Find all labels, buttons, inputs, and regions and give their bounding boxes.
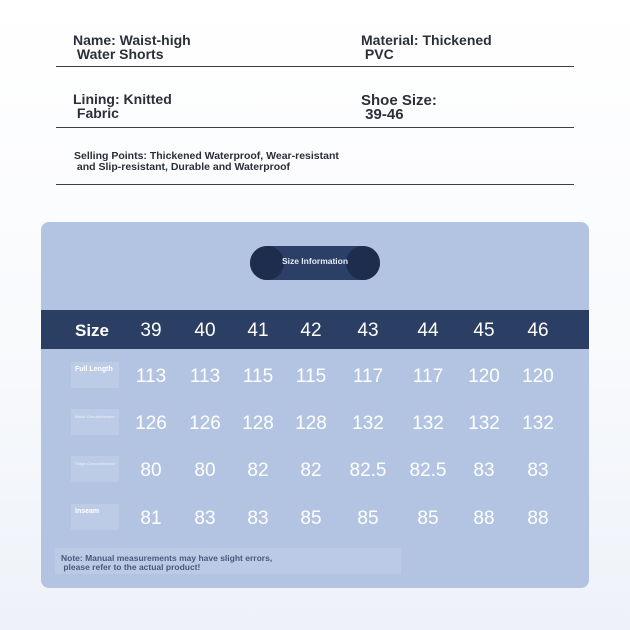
spec-material: Material: Thickened PVC — [361, 32, 492, 62]
size-value-cell: 115 — [295, 366, 327, 387]
size-value-cell: 80 — [194, 460, 216, 481]
size-value-cell: 83 — [527, 460, 549, 481]
spec-name: Name: Waist-high Water Shorts — [73, 32, 191, 62]
row-label: Thigh Circumference — [71, 456, 119, 482]
row-label: Inseam — [71, 504, 119, 530]
size-info-badge-label: Size Information — [281, 256, 349, 266]
size-value-cell: 80 — [140, 460, 162, 481]
size-value-cell: 88 — [473, 508, 495, 529]
size-value-cell: 88 — [527, 508, 549, 529]
size-header-cell: 41 — [247, 320, 269, 341]
size-value-cell: 82.5 — [409, 460, 447, 481]
measurement-note: Note: Manual measurements may have slight errors, please refer to the actual product! — [61, 553, 273, 572]
size-info-card — [41, 222, 589, 588]
spec-shoe-size: Shoe Size: 39-46 — [361, 92, 437, 123]
size-value-cell: 128 — [295, 413, 327, 434]
size-value-cell: 82 — [300, 460, 322, 481]
size-value-cell: 85 — [300, 508, 322, 529]
size-value-cell: 83 — [194, 508, 216, 529]
size-value-cell: 85 — [417, 508, 439, 529]
size-value-cell: 132 — [468, 413, 500, 434]
size-value-cell: 120 — [468, 366, 500, 387]
size-header-cell: 42 — [300, 320, 322, 341]
size-value-cell: 82.5 — [349, 460, 387, 481]
divider — [56, 66, 574, 67]
size-value-cell: 83 — [473, 460, 495, 481]
size-header-cell: 45 — [473, 320, 495, 341]
size-value-cell: 117 — [352, 366, 384, 387]
size-value-cell: 132 — [412, 413, 444, 434]
size-value-cell: 132 — [352, 413, 384, 434]
size-value-cell: 113 — [189, 366, 221, 387]
size-value-cell: 81 — [140, 508, 162, 529]
size-header-cell: 43 — [357, 320, 379, 341]
size-value-cell: 82 — [247, 460, 269, 481]
size-value-cell: 126 — [135, 413, 167, 434]
size-value-cell: 115 — [242, 366, 274, 387]
divider — [56, 184, 574, 185]
size-info-badge — [250, 246, 380, 280]
size-value-cell: 120 — [522, 366, 554, 387]
row-label: Full Length — [71, 362, 119, 388]
size-header-cell: 40 — [194, 320, 216, 341]
size-value-cell: 113 — [135, 366, 167, 387]
size-value-cell: 126 — [189, 413, 221, 434]
size-value-cell: 117 — [412, 366, 444, 387]
size-value-cell: 128 — [242, 413, 274, 434]
size-column-label: Size — [75, 321, 110, 340]
size-value-cell: 132 — [522, 413, 554, 434]
divider — [56, 127, 574, 128]
row-label: Waist Circumference — [71, 409, 119, 435]
size-header-cell: 44 — [417, 320, 439, 341]
size-header-cell: 46 — [527, 320, 549, 341]
size-header-cell: 39 — [140, 320, 162, 341]
spec-lining: Lining: Knitted Fabric — [73, 91, 172, 121]
size-value-cell: 83 — [247, 508, 269, 529]
size-value-cell: 85 — [357, 508, 379, 529]
spec-selling-points: Selling Points: Thickened Waterproof, Wear-resistant and Slip-resistant, Durable and Waterproof — [74, 150, 339, 173]
